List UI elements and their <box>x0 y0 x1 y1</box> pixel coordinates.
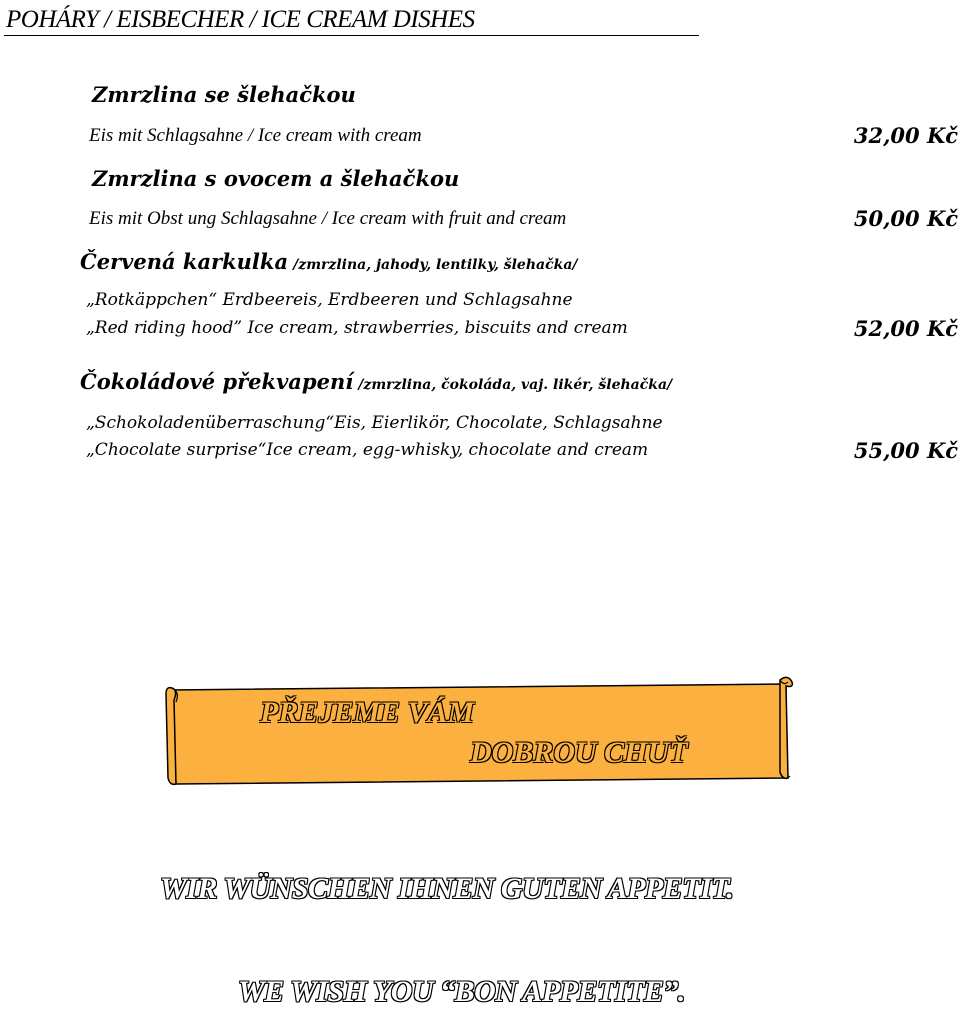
item-heading <box>80 249 578 274</box>
item-price: 52,00 Kč <box>853 316 958 341</box>
title-underline <box>4 35 699 36</box>
wish-german: WIR WÜNSCHEN IHNEN GUTEN APPETIT. <box>160 872 734 905</box>
scroll-banner-shape <box>158 672 798 792</box>
item-description: „Rotkäppchen“ Erdbeereis, Erdbeeren und Schlagsahne <box>86 290 573 310</box>
scroll-banner <box>158 672 798 792</box>
item-description: Eis mit Schlagsahne / Ice cream with cream <box>89 125 422 146</box>
page-title: POHÁRY / EISBECHER / ICE CREAM DISHES <box>6 6 475 33</box>
item-description: Eis mit Obst ung Schlagsahne / Ice cream with fruit and cream <box>89 208 567 229</box>
item-description: „Chocolate surprise“Ice cream, egg-whisky, chocolate and cream <box>86 440 649 460</box>
item-name: Zmrzlina s ovocem a šlehačkou <box>92 166 460 191</box>
banner-line-1: PŘEJEME VÁM <box>260 696 475 729</box>
item-ingredients: /zmrzlina, čokoláda, vaj. likér, šlehačka/ <box>358 377 673 393</box>
item-price: 55,00 Kč <box>853 438 958 463</box>
item-description: „Schokoladenüberraschung“Eis, Eierlikör, Chocolate, Schlagsahne <box>86 413 663 433</box>
item-description: „Red riding hood” Ice cream, strawberries, biscuits and cream <box>86 318 628 338</box>
item-price: 32,00 Kč <box>853 123 958 148</box>
banner-line-2: DOBROU CHUŤ <box>470 736 688 769</box>
item-ingredients: /zmrzlina, jahody, lentilky, šlehačka/ <box>293 257 578 273</box>
item-name: Čokoládové překvapení <box>80 369 354 394</box>
item-name: Zmrzlina se šlehačkou <box>92 82 356 107</box>
item-price: 50,00 Kč <box>853 206 958 231</box>
item-heading <box>80 369 672 394</box>
item-name: Červená karkulka <box>80 249 289 274</box>
wish-english: WE WISH YOU “BON APPETITE”. <box>238 975 685 1008</box>
